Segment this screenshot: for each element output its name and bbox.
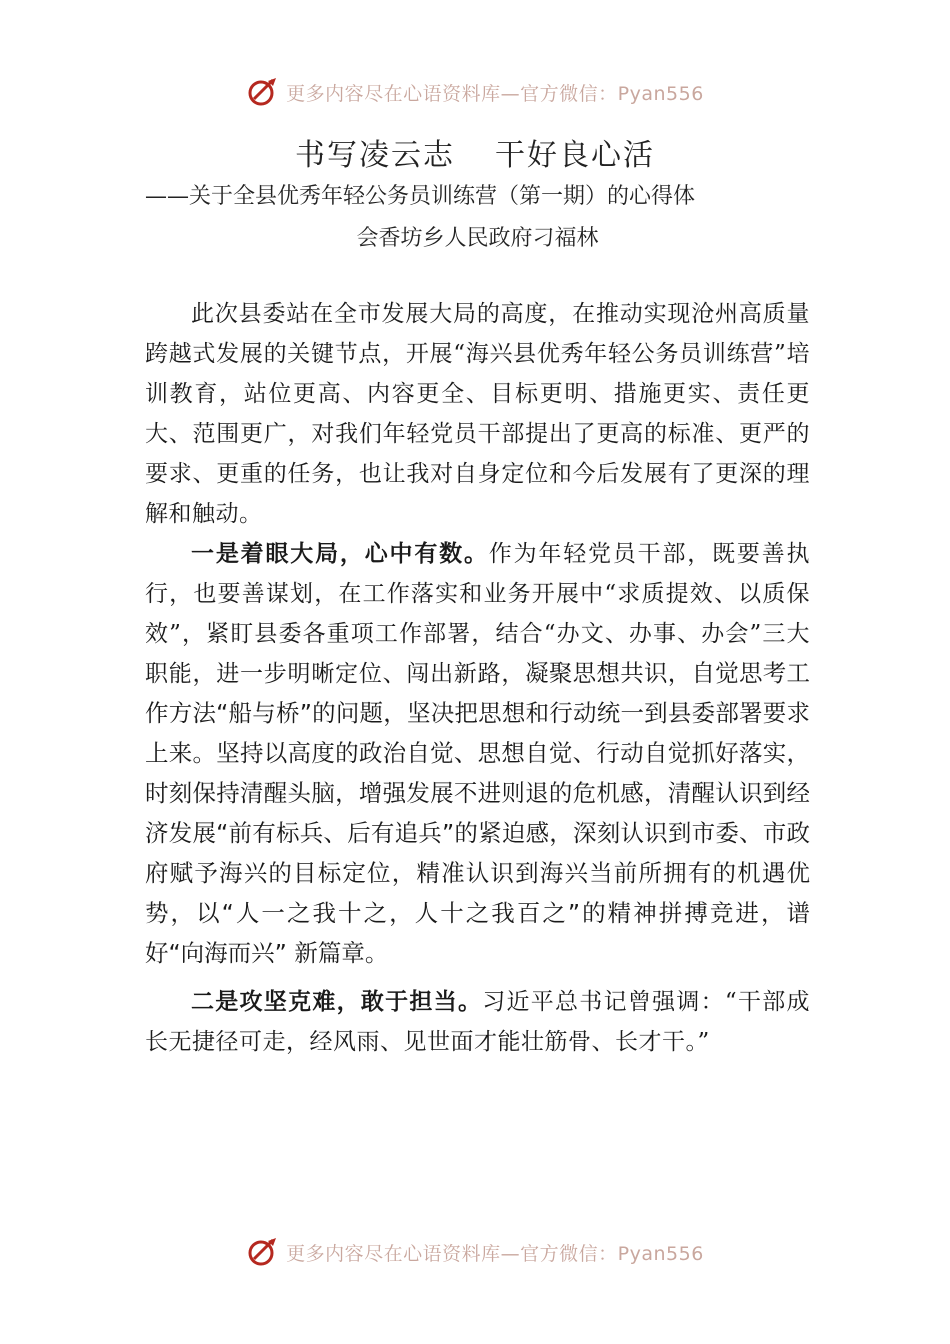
subtitle-line-2: 会香坊乡人民政府刁福林 [356, 226, 599, 251]
document-body [145, 294, 810, 1062]
paragraph-3-heading: 二是攻坚克难，敢于担当。 [191, 988, 483, 1015]
document-subtitle [145, 176, 810, 260]
title-part-1: 书写凌云志 [295, 138, 455, 173]
paragraph-3 [145, 982, 810, 1062]
banner-text: 更多内容尽在心语资料库—官方微信：Pyan556 [286, 82, 704, 105]
logo-icon [246, 75, 280, 109]
footer-watermark-banner [0, 1232, 950, 1272]
paragraph-3-text: 习近平总书记曾强调：“干部成长无捷径可走，经风雨、见世面才能壮筋骨、长才干。” [145, 989, 810, 1055]
paragraph-1: 此次县委站在全市发展大局的高度，在推动实现沧州高质量跨越式发展的关键节点，开展“海兴县优秀年轻公务员训练营”培训教育，站位更高、内容更全、目标更明、措施更实、责任更大、范围更广，对我们年轻党员干部提出了更高的标准、更严的要求、更重的任务，也让我对自身定位和今后发展有了更深的理解和触动。 [145, 301, 810, 527]
document-title [0, 130, 950, 174]
paragraph-2-text: 作为年轻党员干部，既要善执行，也要善谋划，在工作落实和业务开展中“求质提效、以质保效”，紧盯县委各重项工作部署，结合“办文、办事、办会”三大职能，进一步明晰定位、闯出新路， [145, 541, 810, 687]
paragraph-2-emphasis: 凝聚思想共识，自觉思考工作方法“船与桥”的问题，坚决把思想和行动统一到县委部署要求上来。坚持以高度的政治自觉、思想自觉、行动自觉抓好落实，时刻保持清醒头脑，增强发展不进则退的危机感，清醒认识到经济发展“前有标兵、后有追兵”的紧迫感，深刻认识到市委、市政府赋予海兴的目标定位，精准认识到海兴当前所拥有的机遇优势，以“人一之我十之，人十之我百之”的精神拼搏竞进，谱好“向海而兴” 新篇章。 [145, 659, 811, 967]
logo-icon [246, 1235, 280, 1269]
paragraph-2 [145, 534, 810, 974]
subtitle-line-1: ——关于全县优秀年轻公务员训练营（第一期）的心得体 [145, 184, 696, 209]
paragraph-2-heading: 一是着眼大局，心中有数。 [191, 540, 489, 567]
header-watermark-banner [0, 72, 950, 112]
banner-text: 更多内容尽在心语资料库—官方微信：Pyan556 [286, 1242, 704, 1265]
title-part-2: 干好良心活 [495, 138, 655, 173]
